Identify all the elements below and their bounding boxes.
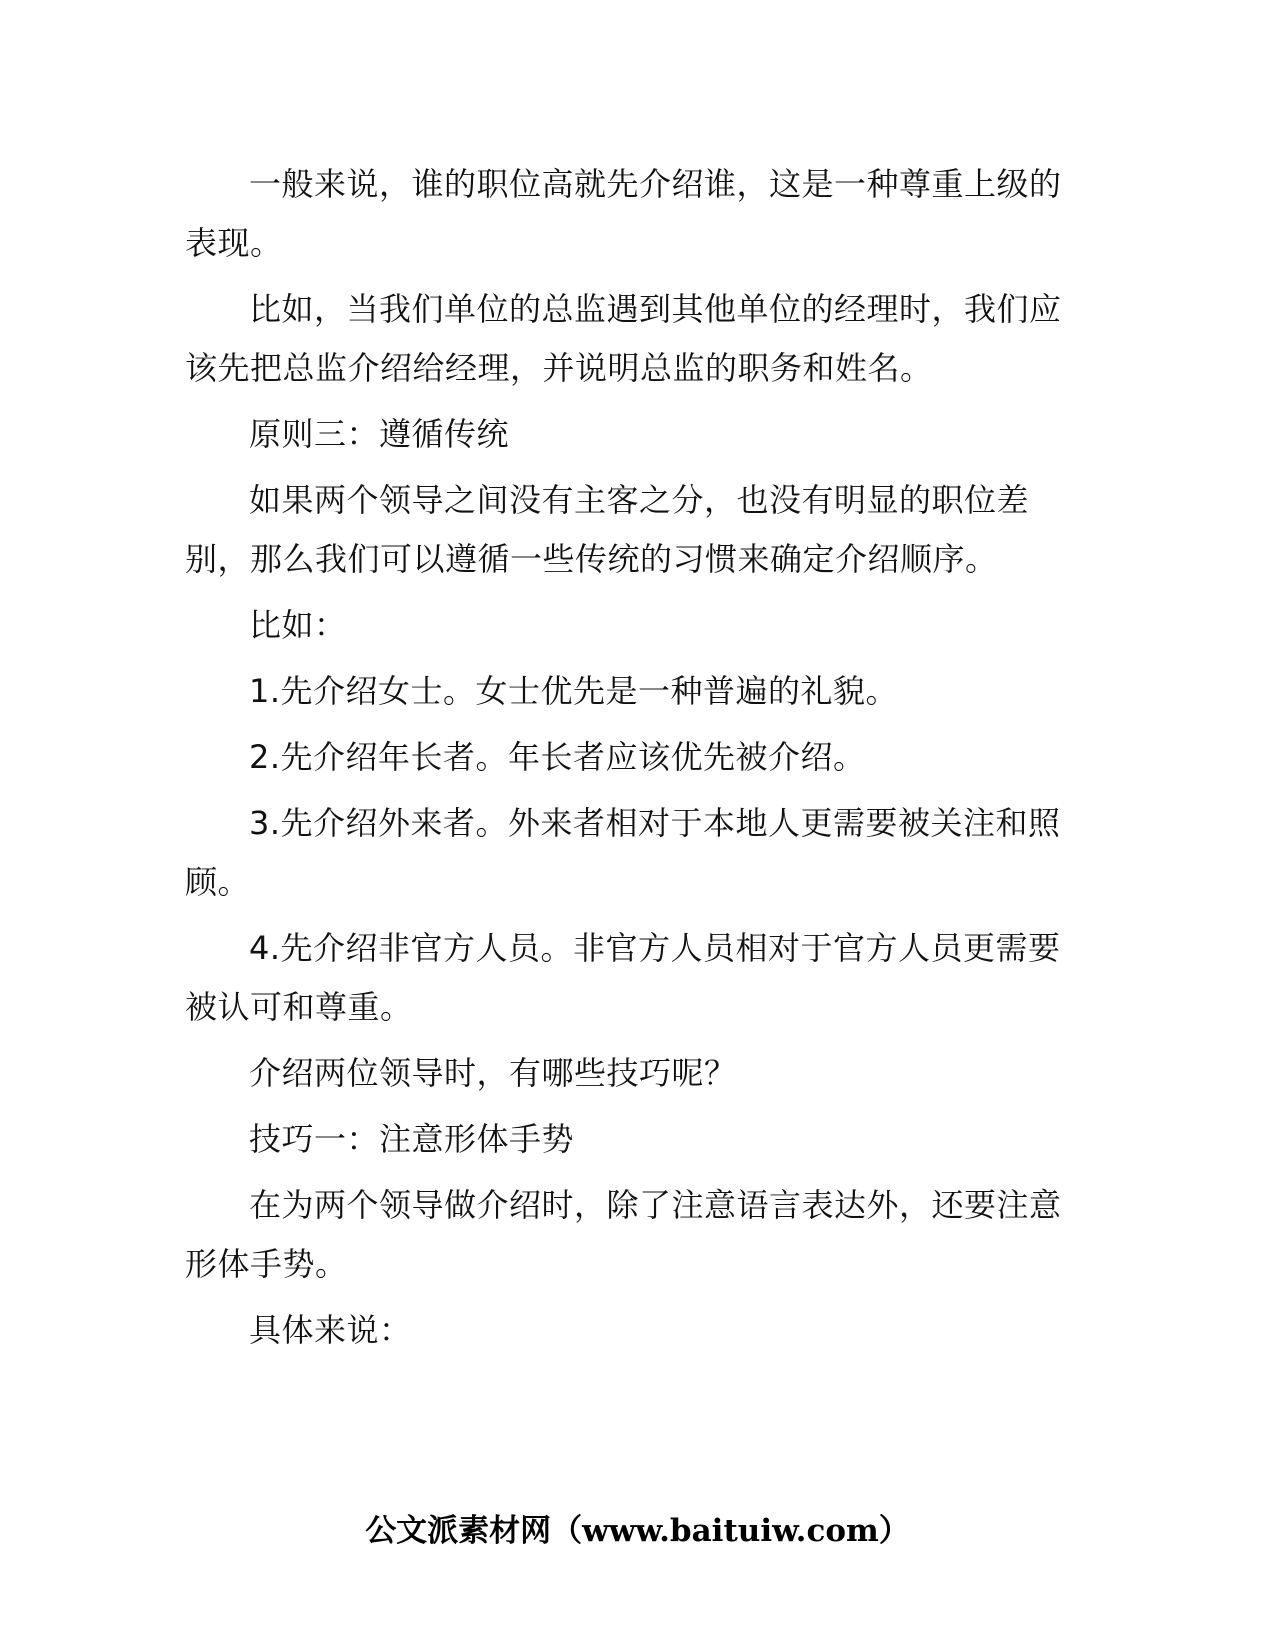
paragraph: 一般来说，谁的职位高就先介绍谁，这是一种尊重上级的表现。 [185, 165, 1062, 262]
document-body [185, 155, 1080, 1367]
section-heading: 原则三：遵循传统 [249, 415, 510, 453]
paragraph: 如果两个领导之间没有主客之分，也没有明显的职位差别，那么我们可以遵循一些传统的习惯来确定介绍顺序。 [185, 481, 1030, 578]
list-item: 3.先介绍外来者。外来者相对于本地人更需要被关注和照顾。 [185, 804, 1061, 901]
list-item: 4.先介绍非官方人员。非官方人员相对于官方人员更需要被认可和尊重。 [185, 929, 1061, 1026]
paragraph: 介绍两位领导时，有哪些技巧呢？ [249, 1054, 737, 1092]
paragraph: 比如： [249, 606, 347, 644]
list-item: 2.先介绍年长者。年长者应该优先被介绍。 [249, 738, 866, 776]
list-item: 1.先介绍女士。女士优先是一种普遍的礼貌。 [249, 672, 899, 710]
paragraph: 具体来说： [249, 1311, 412, 1349]
section-heading: 技巧一：注意形体手势 [249, 1120, 575, 1158]
paragraph: 在为两个领导做介绍时，除了注意语言表达外，还要注意形体手势。 [185, 1186, 1062, 1283]
page-footer-source: 公文派素材网（www.baituiw.com） [365, 1513, 910, 1549]
paragraph: 比如，当我们单位的总监遇到其他单位的经理时，我们应该先把总监介绍给经理，并说明总监的职务和姓名。 [185, 290, 1062, 387]
